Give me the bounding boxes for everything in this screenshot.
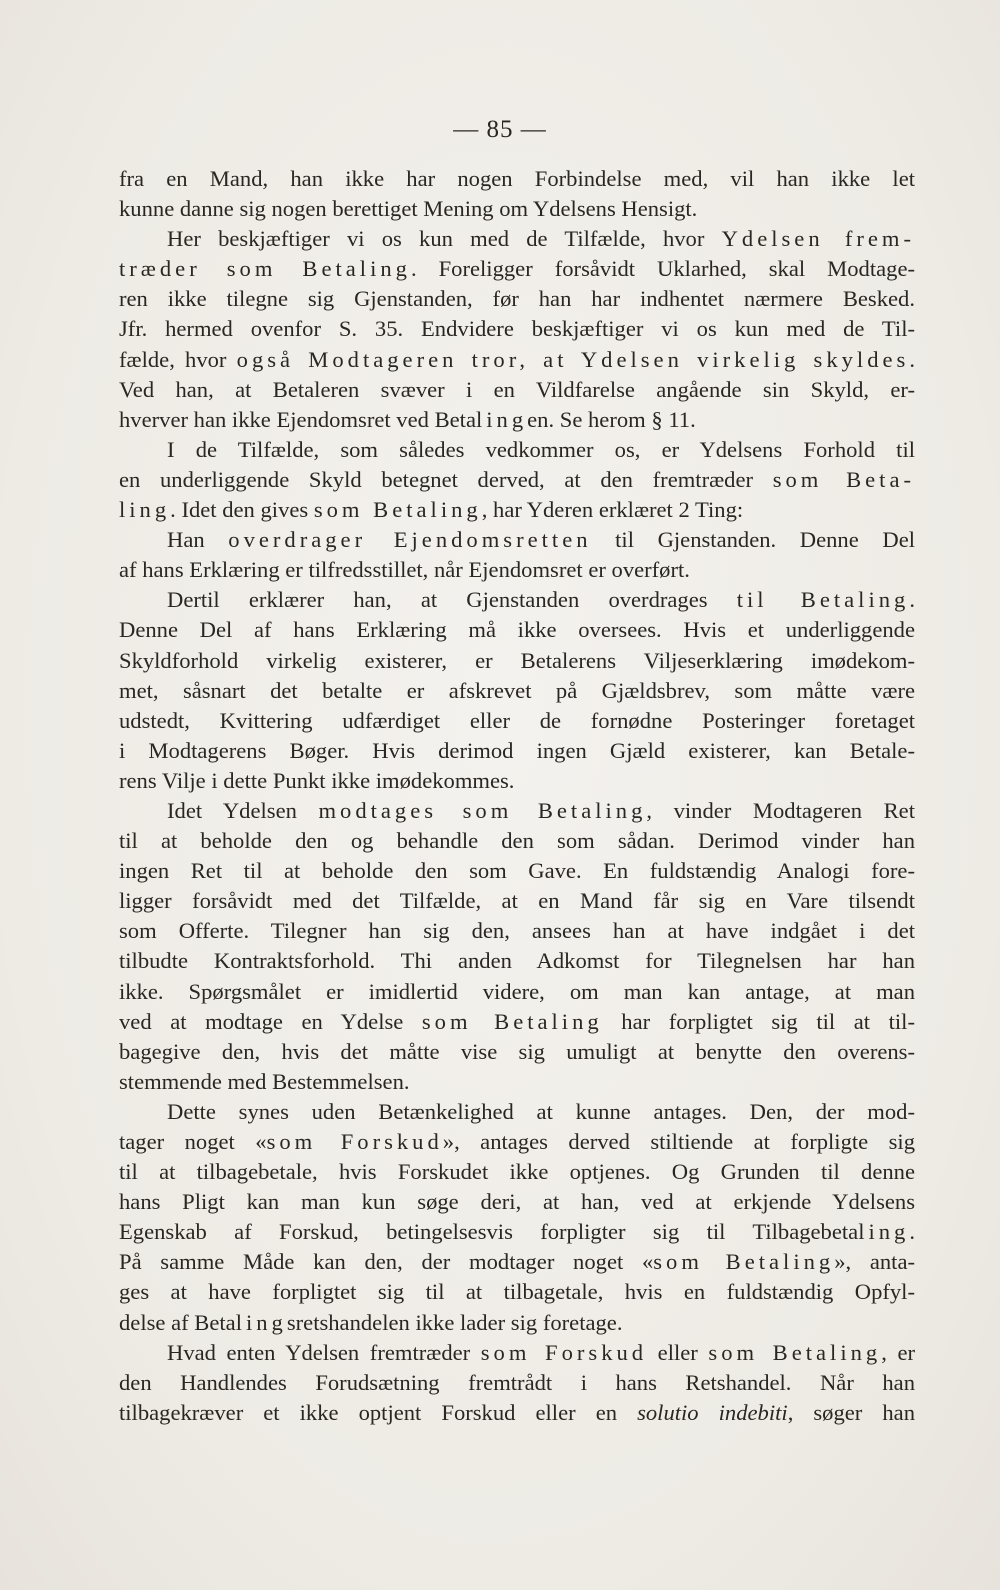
text-line: tager noget «som Forskud», antages derved stiltiende at forpligte sig — [119, 1129, 916, 1154]
text-line: tilbudte Kontraktsforhold. Thi anden Adkomst for Tilegnelsen har han — [119, 948, 915, 974]
text-line: Ved han, at Betaleren svæver i en Vildfarelse angående sin Skyld, er- — [119, 376, 915, 402]
text-line: Her beskjæftiger vi os kun med de Tilfælde, hvor Ydelsen frem- — [167, 226, 915, 252]
text-line: af hans Erklæring er tilfredsstillet, når Ejendomsret er overført. — [119, 557, 690, 583]
text-line: ligger forsåvidt med det Tilfælde, at en Mand får sig en Vare tilsendt — [119, 888, 915, 914]
text-line: Dertil erklærer han, at Gjenstanden overdrages til Betaling. — [167, 587, 915, 613]
text-line: i Modtagerens Bøger. Hvis derimod ingen Gjæld existerer, kan Betale- — [119, 737, 915, 763]
text-line: udstedt, Kvittering udfærdiget eller de fornødne Posteringer foretaget — [119, 707, 915, 733]
text-line: kunne danne sig nogen berettiget Mening om Ydelsens Hensigt. — [119, 196, 698, 222]
text-line: hverver han ikke Ejendomsret ved Betalingen. Se herom § 11. — [119, 406, 696, 432]
text-line: til at beholde den og behandle den som sådan. Derimod vinder han — [119, 828, 915, 854]
text-line: fælde, hvor også Modtageren tror, at Ydelsen virkelig skyldes. — [119, 346, 915, 372]
text-line: Skyldforhold virkelig existerer, er Betalerens Viljeserklæring imødekom- — [119, 647, 915, 673]
text-line: På samme Måde kan den, der modtager noget «som Betaling», anta- — [119, 1249, 916, 1275]
text-line: ren ikke tilegne sig Gjenstanden, før han har indhentet nærmere Besked. — [119, 286, 915, 312]
text-line: I de Tilfælde, som således vedkommer os, er Ydelsens Forhold til — [167, 436, 915, 462]
text-line: Egenskab af Forskud, betingelsesvis forpligter sig til Tilbagebetaling. — [119, 1219, 915, 1245]
text-line: rens Vilje i dette Punkt ikke imødekommes. — [119, 767, 515, 793]
text-line: ved at modtage en Ydelse som Betaling har forpligtet sig til at til- — [119, 1008, 915, 1034]
text-line: hans Pligt kan man kun søge deri, at han, ved at erkjende Ydelsens — [119, 1189, 915, 1215]
text-line: bagegive den, hvis det måtte vise sig umuligt at benytte den overens- — [119, 1038, 915, 1064]
text-line: til at tilbagebetale, hvis Forskudet ikke optjenes. Og Grunden til denne — [119, 1159, 915, 1185]
text-line: tilbagekræver et ikke optjent Forskud eller en solutio indebiti, søger han — [119, 1399, 915, 1425]
text-line: ling. Idet den gives som Betaling, har Yderen erklæret 2 Ting: — [119, 497, 744, 523]
body-text — [119, 164, 915, 1428]
text-line: Idet Ydelsen modtages som Betaling, vinder Modtageren Ret — [167, 797, 915, 823]
text-line: træder som Betaling. Foreligger forsåvidt Uklarhed, skal Modtage- — [119, 256, 916, 282]
text-line: delse af Betalingsretshandelen ikke lader sig foretage. — [119, 1309, 623, 1335]
text-line: som Offerte. Tilegner han sig den, ansees han at have indgået i det — [119, 918, 915, 944]
text-line: fra en Mand, han ikke har nogen Forbindelse med, vil han ikke let — [119, 166, 915, 191]
text-line: Han overdrager Ejendomsretten til Gjenstanden. Denne Del — [167, 527, 915, 553]
text-line: den Handlendes Forudsætning fremtrådt i hans Retshandel. Når han — [119, 1369, 915, 1395]
text-line: Dette synes uden Betænkelighed at kunne antages. Den, der mod- — [167, 1098, 915, 1124]
text-line: en underliggende Skyld betegnet derved, at den fremtræder som Beta- — [119, 466, 915, 492]
text-line: ges at have forpligtet sig til at tilbagetale, hvis en fuldstændig Opfyl- — [119, 1279, 915, 1305]
text-line: met, såsnart det betalte er afskrevet på Gjældsbrev, som måtte være — [119, 677, 915, 703]
text-line: Hvad enten Ydelsen fremtræder som Forskud eller som Betaling, er — [167, 1339, 916, 1365]
text-line: stemmende med Bestemmelsen. — [119, 1068, 410, 1094]
text-line: Jfr. hermed ovenfor S. 35. Endvidere beskjæftiger vi os kun med de Til- — [119, 316, 915, 342]
page-number: — 85 — — [453, 116, 547, 143]
text-line: ikke. Spørgsmålet er imidlertid videre, om man kan antage, at man — [119, 978, 915, 1004]
text-line: ingen Ret til at beholde den som Gave. En fuldstændig Analogi fore- — [119, 858, 915, 884]
text-line: Denne Del af hans Erklæring må ikke oversees. Hvis et underliggende — [119, 617, 915, 643]
